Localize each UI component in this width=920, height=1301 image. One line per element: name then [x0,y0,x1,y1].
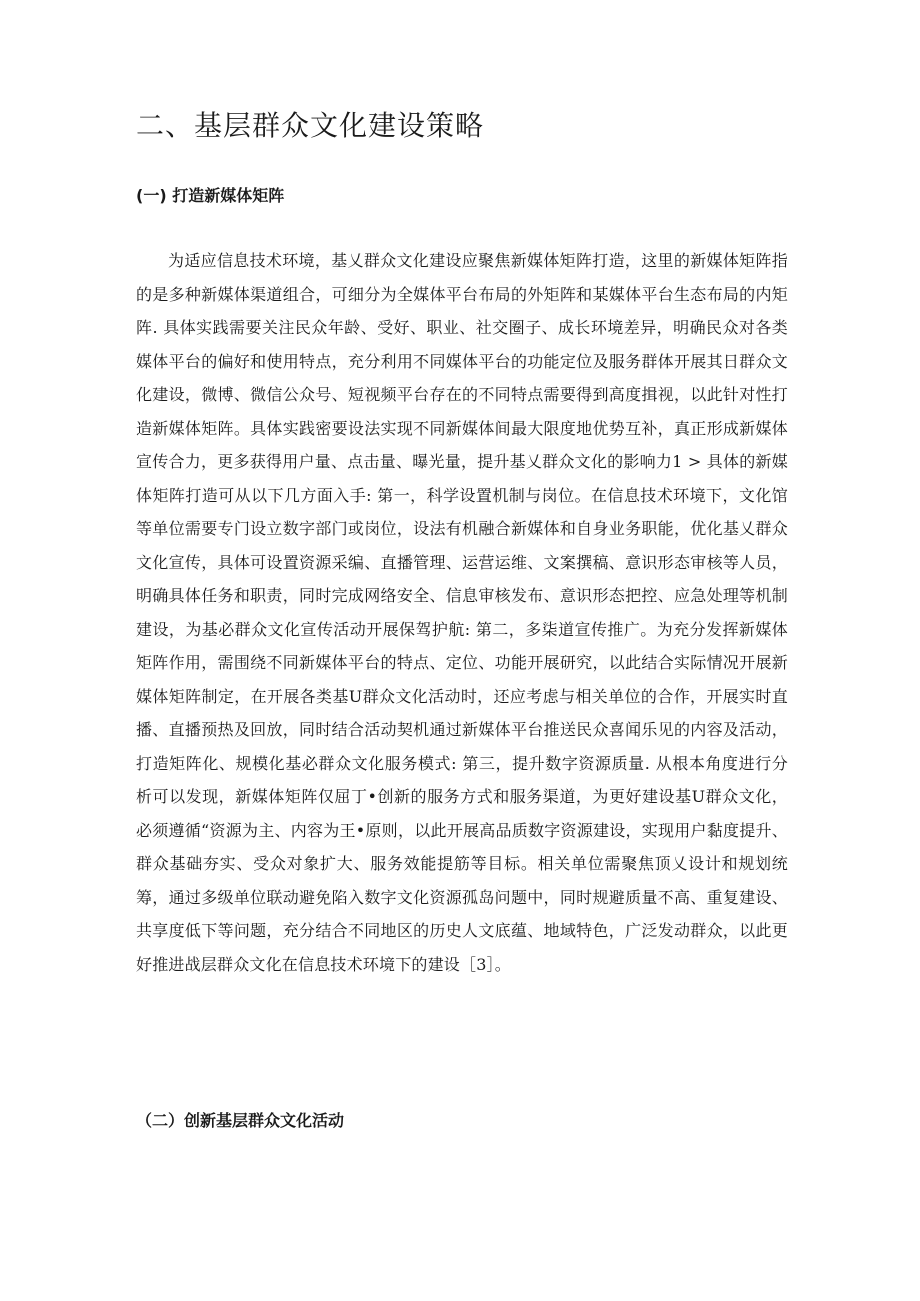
subsection-heading-1: (一) 打造新媒体矩阵 [136,186,285,205]
subsection-heading-2: （二）创新基层群众文化活动 [136,1111,345,1130]
body-paragraph: 为适应信息技术环境，基乂群众文化建设应聚焦新媒体矩阵打造，这里的新媒体矩阵指的是多种新媒体渠道组合，可细分为全媒体平台布局的外矩阵和某媒体平台生态布局的内矩阵. 具体实践需要关注民众年龄、受好、职业、社交圈子、成长环境差异，明确民众对各类媒体平台的偏好和使用特点，充分利用不同媒体平台的功能定位及服务群体开展其日群众文化建设，微博、微信公众号、短视频平台存在的不同特点需要得到高度揖视，以此针对性打造新媒体矩阵。具体实践密要设法实现不同新媒体间最大限度地优势互补，真正形成新媒体宣传合力，更多获得用户量、点击量、曝光量，提升基乂群众文化的影响力1 > 具体的新媒体矩阵打造可从以下几方面入手: 第一，科学设置机制与岗位。在信息技术环境下，文化馆等单位需要专门设立数字部门或岗位，设法有机融合新媒体和自身业务职能，优化基乂群众文化宣传，具体可设置资源采编、直播管理、运营运维、文案撰稿、意识形态审核等人员，明确具体任务和职责，同时完成网络安全、信息审核发布、意识形态把控、应急处理等机制建设，为基必群众文化宣传活动开展保驾护航: 第二，多柒道宣传推广。为充分发挥新媒体矩阵作用，需围绕不同新媒体平台的特点、定位、功能开展研究，以此结合实际情况开展新媒体矩阵制定，在开展各类基U群众文化活动时，还应考虑与相关单位的合作，开展实时直播、直播预热及回放，同时结合活动契机通过新媒体平台推送民众喜闻乐见的内容及活动，打造矩阵化、规模化基必群众文化服务模式: 第三，提升数字资源质量. 从根本角度进行分析可以发现，新媒体矩阵仅屈丁•创新的服务方式和服务渠道，为更好建设基U群众文化，必须遵循“资源为主、内容为王•原则，以此开展高品质数字资源建设，实现用户黏度提升、群众基础夯实、受众对象扩大、服务效能提筋等目标。相关单位需聚焦顶乂设计和规划统筹，通过多级单位联动避免陷入数字文化资源孤岛问题中，同时规避质量不高、重复建设、共享度低下等问题，充分结合不同地区的历史人文底蕴、地域特色，广泛发动群众，以此更好推进战层群众文化在信息技术环境下的建设［3］。 [136,251,788,974]
section-title: 二、基层群众文化建设策略 [136,109,485,142]
